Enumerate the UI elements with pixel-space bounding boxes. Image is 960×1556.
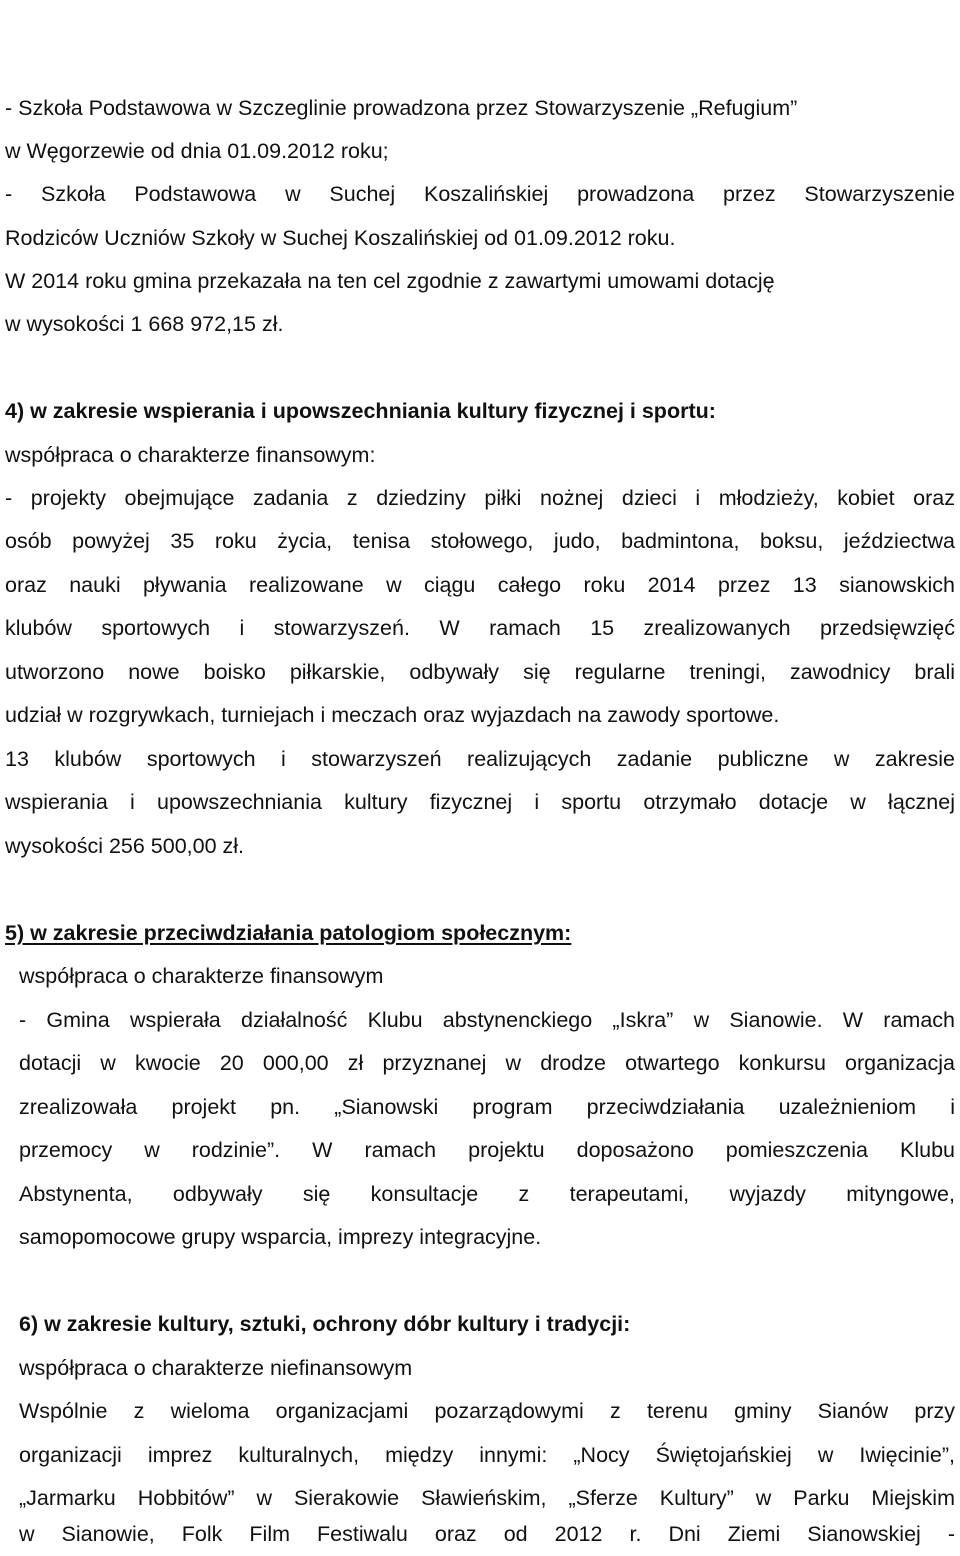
text-line: - Szkoła Podstawowa w Szczeglinie prowadzona przez Stowarzyszenie „Refugium” <box>5 96 798 120</box>
text-line: utworzono nowe boisko piłkarskie, odbywały się regularne treningi, zawodnicy brali <box>5 660 955 684</box>
text-line: klubów sportowych i stowarzyszeń. W ramach 15 zrealizowanych przedsięwzięć <box>5 616 955 640</box>
text-line: 13 klubów sportowych i stowarzyszeń realizujących zadanie publiczne w zakresie <box>5 747 955 771</box>
text-line: W 2014 roku gmina przekazała na ten cel zgodnie z zawartymi umowami dotację <box>5 269 775 293</box>
text-line: współpraca o charakterze niefinansowym <box>19 1356 413 1380</box>
text-line: udział w rozgrywkach, turniejach i meczach oraz wyjazdach na zawody sportowe. <box>5 703 780 727</box>
text-line: - Gmina wspierała działalność Klubu abstynenckiego „Iskra” w Sianowie. W ramach <box>19 1008 955 1032</box>
text-line: wspierania i upowszechniania kultury fizycznej i sportu otrzymało dotacje w łącznej <box>5 790 955 814</box>
text-line: - Szkoła Podstawowa w Suchej Koszalińskiej prowadzona przez Stowarzyszenie <box>5 182 955 206</box>
section-heading: 6) w zakresie kultury, sztuki, ochrony dóbr kultury i tradycji: <box>19 1312 631 1336</box>
section-heading-text: 5) w zakresie przeciwdziałania patologiom społecznym: <box>5 921 572 945</box>
text-line: oraz nauki pływania realizowane w ciągu całego roku 2014 przez 13 sianowskich <box>5 573 955 597</box>
text-line: dotacji w kwocie 20 000,00 zł przyznanej w drodze otwartego konkursu organizacja <box>19 1051 955 1075</box>
text-line: zrealizowała projekt pn. „Sianowski program przeciwdziałania uzależnieniom i <box>19 1095 955 1119</box>
text-line: osób powyżej 35 roku życia, tenisa stołowego, judo, badmintona, boksu, jeździectwa <box>5 529 955 553</box>
text-line: w Sianowie, Folk Film Festiwalu oraz od 2012 r. Dni Ziemi Sianowskiej - <box>19 1522 955 1546</box>
text-line: współpraca o charakterze finansowym: <box>5 443 376 467</box>
text-line: organizacji imprez kulturalnych, między innymi: „Nocy Świętojańskiej w Iwięcinie”, <box>19 1443 955 1467</box>
text-line: Abstynenta, odbywały się konsultacje z terapeutami, wyjazdy mityngowe, <box>19 1182 955 1206</box>
section-heading <box>5 911 955 955</box>
text-line: współpraca o charakterze finansowym <box>19 964 384 988</box>
text-line: wysokości 256 500,00 zł. <box>5 834 245 858</box>
text-line: w Węgorzewie od dnia 01.09.2012 roku; <box>5 139 389 163</box>
text-line: „Jarmarku Hobbitów” w Sierakowie Sławieńskim, „Sferze Kultury” w Parku Miejskim <box>19 1486 955 1510</box>
text-line: - projekty obejmujące zadania z dziedziny piłki nożnej dzieci i młodzieży, kobiet oraz <box>5 486 955 510</box>
section-heading: 4) w zakresie wspierania i upowszechniania kultury fizycznej i sportu: <box>5 399 716 423</box>
text-line: Rodziców Uczniów Szkoły w Suchej Koszalińskiej od 01.09.2012 roku. <box>5 226 676 250</box>
text-line: samopomocowe grupy wsparcia, imprezy integracyjne. <box>19 1225 542 1249</box>
text-line: w wysokości 1 668 972,15 zł. <box>5 312 284 336</box>
text-line: przemocy w rodzinie”. W ramach projektu doposażono pomieszczenia Klubu <box>19 1138 955 1162</box>
text-line: Wspólnie z wieloma organizacjami pozarządowymi z terenu gminy Sianów przy <box>19 1399 955 1423</box>
